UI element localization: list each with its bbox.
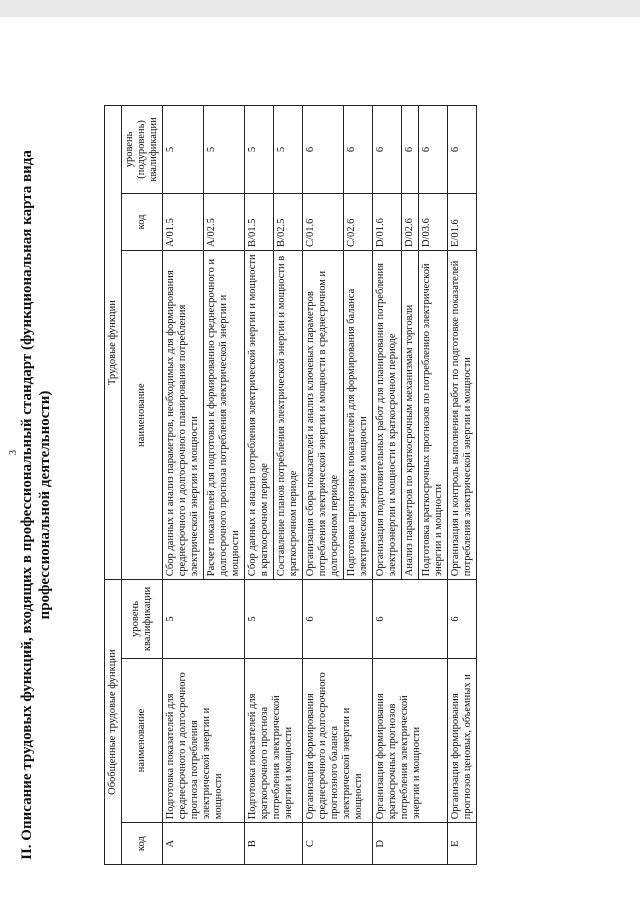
- header-tf-level: уровень (подуровень) квалификации: [122, 106, 163, 194]
- functional-map-table: [104, 105, 477, 865]
- page-number: 3: [8, 450, 19, 455]
- tf-code: A/01.5: [163, 193, 204, 250]
- tf-level: 6: [303, 106, 344, 194]
- tf-code: B/01.5: [245, 193, 274, 250]
- section-heading: [18, 145, 54, 865]
- tf-level: 5: [274, 106, 303, 194]
- tf-level: 6: [373, 106, 402, 194]
- tf-name: Организация подготовительных работ для планирования потребления электроэнергии и мощности в краткосрочном периоде: [373, 250, 402, 579]
- tf-name: Организация и контроль выполнения работ по подготовке показателей потребления электрической энергии и мощности: [448, 250, 477, 579]
- tf-name: Подготовка краткосрочных прогнозов по потреблению электрической энергии и мощности: [419, 250, 448, 579]
- gen-code: B: [245, 823, 303, 865]
- header-tf-name: наименование: [122, 250, 163, 579]
- table-row: [448, 106, 477, 865]
- heading-line-2: профессиональной деятельности): [37, 390, 53, 620]
- gen-level: 5: [163, 580, 245, 658]
- gen-level: 5: [245, 580, 303, 658]
- gen-code: A: [163, 823, 245, 865]
- tf-level: 6: [419, 106, 448, 194]
- gen-name: Подготовка показателей для среднесрочного и долгосрочного прогноза потребления электрической энергии и мощности: [163, 658, 245, 823]
- gen-level: 6: [448, 580, 477, 658]
- tf-name: Анализ параметров по краткосрочным механизмам торговли: [402, 250, 419, 579]
- gen-name: Организация формирования прогнозов ценовых, объемных и: [448, 658, 477, 823]
- tf-name: Подготовка прогнозных показателей для формирования баланса электрической энергии и мощности: [344, 250, 373, 579]
- gen-name: Организация формирования среднесрочного и долгосрочного прогнозного баланса электрической энергии и мощности: [303, 658, 373, 823]
- tf-code: D/03.6: [419, 193, 448, 250]
- gen-code: C: [303, 823, 373, 865]
- heading-line-1: II. Описание трудовых функций, входящих в профессиональный стандарт (функциональная карта вида: [19, 150, 35, 860]
- table-row: [303, 106, 344, 865]
- tf-level: 5: [204, 106, 245, 194]
- tf-level: 6: [448, 106, 477, 194]
- tf-code: A/02.5: [204, 193, 245, 250]
- gen-level: 6: [303, 580, 373, 658]
- tf-level: 5: [245, 106, 274, 194]
- header-labor-functions: Трудовые функции: [105, 106, 122, 580]
- gen-level: 6: [373, 580, 448, 658]
- table-row: [245, 106, 274, 865]
- header-name: наименование: [122, 658, 163, 823]
- scan-edge: [0, 0, 640, 17]
- tf-code: B/02.5: [274, 193, 303, 250]
- table-row: [373, 106, 402, 865]
- tf-code: D/01.6: [373, 193, 402, 250]
- tf-code: C/01.6: [303, 193, 344, 250]
- tf-name: Расчет показателей для подготовки к формированию среднесрочного и долгосрочного прогноза потребления электрической энергии и мощности: [204, 250, 245, 579]
- tf-name: Сбор данных и анализ потребления электрической энергии и мощности в краткосрочном периоде: [245, 250, 274, 579]
- tf-name: Сбор данных и анализ параметров, необходимых для формирования среднесрочного и долгосрочного планирования потребления электрической энергии и мощности: [163, 250, 204, 579]
- gen-code: E: [448, 823, 477, 865]
- tf-level: 6: [402, 106, 419, 194]
- gen-name: Организация формирования краткосрочных прогнозов потребления электрической энергии и мощности: [373, 658, 448, 823]
- header-tf-code: код: [122, 193, 163, 250]
- header-generalized-functions: Обобщенные трудовые функции: [105, 580, 122, 865]
- tf-level: 6: [344, 106, 373, 194]
- tf-code: D/02.6: [402, 193, 419, 250]
- header-code: код: [122, 823, 163, 865]
- tf-name: Организация сбора показателей и анализ ключевых параметров потребления электрической энергии и мощности в среднесрочном и долгосрочном периоде: [303, 250, 344, 579]
- tf-level: 5: [163, 106, 204, 194]
- tf-code: C/02.6: [344, 193, 373, 250]
- header-level: уровень квалификации: [122, 580, 163, 658]
- table-row: [163, 106, 204, 865]
- gen-name: Подготовка показателей для краткосрочного прогноза потребления электрической энергии и мощности: [245, 658, 303, 823]
- gen-code: D: [373, 823, 448, 865]
- tf-code: E/01.6: [448, 193, 477, 250]
- tf-name: Составление планов потребления электрической энергии и мощности в краткосрочном периоде: [274, 250, 303, 579]
